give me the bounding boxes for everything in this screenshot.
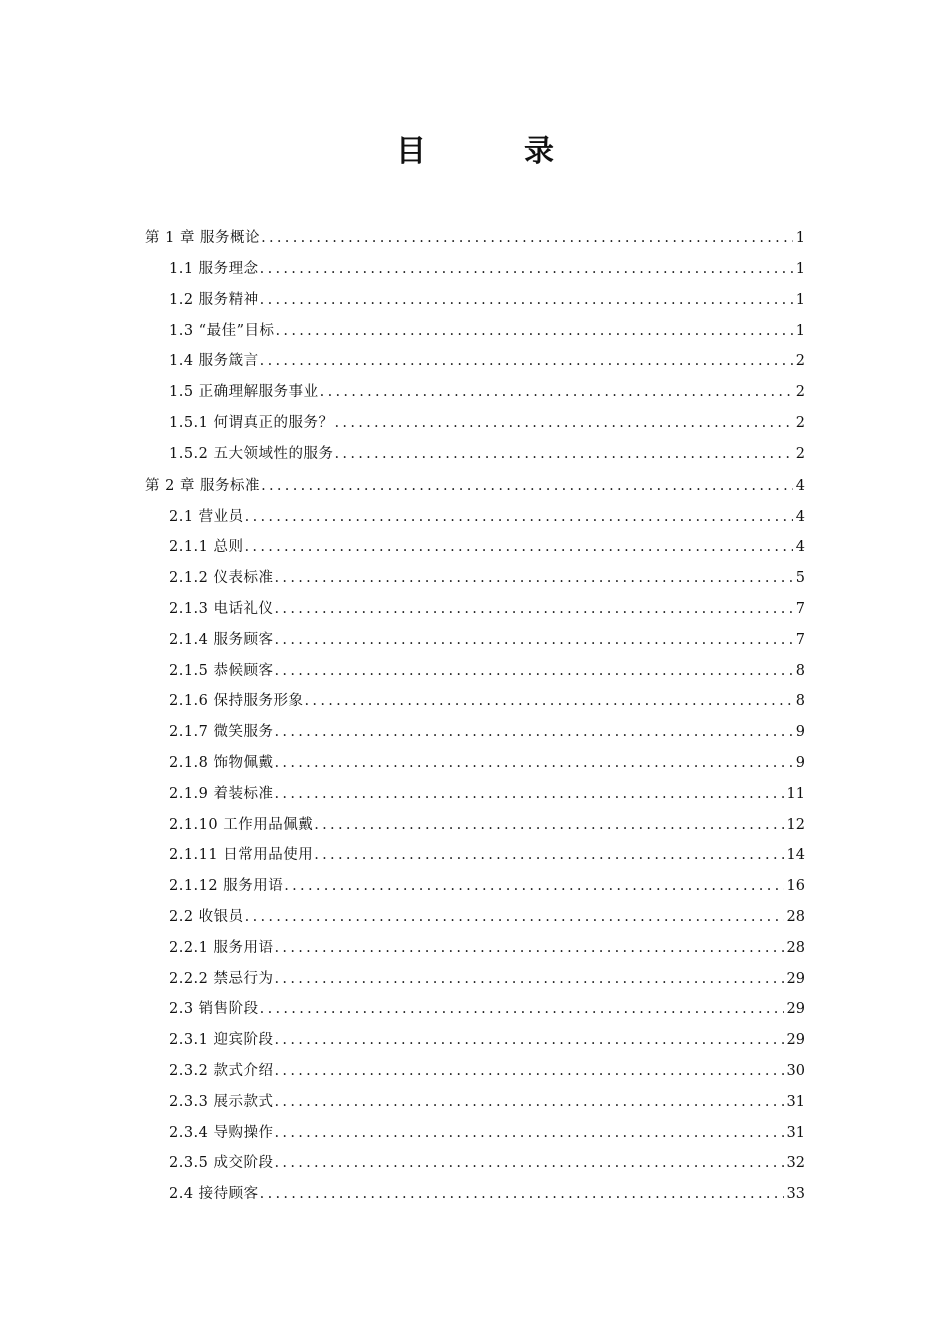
toc-section-entry[interactable] xyxy=(0,1025,950,1056)
toc-section-entry[interactable] xyxy=(0,748,950,779)
toc-entry-label: 2.1.1 总则 xyxy=(169,539,244,556)
toc-entry-label: 2.1 营业员 xyxy=(169,508,244,525)
toc-page-number: 2 xyxy=(795,445,805,462)
toc-page-number: 32 xyxy=(786,1155,805,1172)
toc-page-number: 1 xyxy=(795,230,805,246)
toc-dot-leader xyxy=(275,625,793,656)
toc-page-number: 12 xyxy=(786,816,805,833)
toc-section-entry[interactable] xyxy=(0,871,950,902)
toc-dot-leader xyxy=(275,779,784,810)
toc-dot-leader xyxy=(260,1179,784,1210)
toc-entry-label: 2.2.1 服务用语 xyxy=(169,939,274,956)
toc-page-number: 4 xyxy=(795,477,805,494)
toc-entry-label: 第 2 章 服务标准 xyxy=(145,477,261,494)
toc-page-number: 33 xyxy=(786,1186,805,1203)
toc-page-number: 30 xyxy=(786,1062,805,1079)
toc-page-number: 2 xyxy=(795,353,805,370)
toc-section-entry[interactable] xyxy=(0,1118,950,1149)
toc-section-entry[interactable] xyxy=(0,377,950,408)
toc-section-entry[interactable] xyxy=(0,439,950,470)
toc-dot-leader xyxy=(275,1025,784,1056)
toc-dot-leader xyxy=(275,1056,784,1087)
toc-entry-label: 2.1.12 服务用语 xyxy=(169,878,284,895)
toc-page-number: 8 xyxy=(795,662,805,679)
toc-entry-label: 1.3 “最佳”目标 xyxy=(169,322,275,339)
toc-dot-leader xyxy=(335,439,793,470)
toc-section-entry[interactable] xyxy=(0,563,950,594)
toc-entry-label: 1.5.1 何谓真正的服务？ xyxy=(169,414,334,431)
toc-entry-label: 2.3 销售阶段 xyxy=(169,1001,259,1018)
toc-page-number: 29 xyxy=(786,1001,805,1018)
toc-entry-label: 1.2 服务精神 xyxy=(169,291,259,308)
toc-page-number: 1 xyxy=(795,291,805,308)
toc-entry-label: 2.3.2 款式介绍 xyxy=(169,1062,274,1079)
toc-dot-leader xyxy=(275,656,793,687)
toc-section-entry[interactable] xyxy=(0,933,950,964)
toc-dot-leader xyxy=(245,902,784,933)
toc-section-entry[interactable] xyxy=(0,594,950,625)
toc-dot-leader xyxy=(260,994,784,1025)
toc-dot-leader xyxy=(275,1148,784,1179)
toc-dot-leader xyxy=(320,377,793,408)
toc-entry-label: 2.1.9 着装标准 xyxy=(169,785,274,802)
toc-section-entry[interactable] xyxy=(0,964,950,995)
toc-section-entry[interactable] xyxy=(0,810,950,841)
toc-page-number: 1 xyxy=(795,322,805,339)
toc-page-number: 11 xyxy=(786,785,805,802)
toc-entry-label: 2.1.4 服务顾客 xyxy=(169,631,274,648)
toc-dot-leader xyxy=(275,594,793,625)
toc-page-number: 7 xyxy=(795,600,805,617)
toc-entry-label: 1.1 服务理念 xyxy=(169,261,259,277)
toc-entry-label: 2.1.2 仪表标准 xyxy=(169,570,274,587)
toc-chapter-entry[interactable] xyxy=(0,222,950,254)
toc-section-entry[interactable] xyxy=(0,902,950,933)
toc-entry-label: 2.1.11 日常用品使用 xyxy=(169,847,314,864)
toc-page-number: 28 xyxy=(786,939,805,956)
toc-dot-leader xyxy=(335,408,793,439)
toc-dot-leader xyxy=(284,871,783,902)
toc-section-entry[interactable] xyxy=(0,532,950,563)
toc-dot-leader xyxy=(275,1087,784,1118)
toc-page-number: 14 xyxy=(786,847,805,864)
toc-dot-leader xyxy=(275,748,793,779)
toc-dot-leader xyxy=(275,563,793,594)
toc-section-entry[interactable] xyxy=(0,1087,950,1118)
toc-entry-label: 2.1.8 饰物佩戴 xyxy=(169,754,274,771)
toc-section-entry[interactable] xyxy=(0,254,950,285)
toc-dot-leader xyxy=(275,964,784,995)
toc-page-number: 31 xyxy=(786,1124,805,1141)
toc-section-entry[interactable] xyxy=(0,1179,950,1210)
toc-dot-leader xyxy=(260,285,793,316)
toc-section-entry[interactable] xyxy=(0,346,950,377)
toc-dot-leader xyxy=(275,717,793,748)
toc-entry-label: 2.1.5 恭候顾客 xyxy=(169,662,274,679)
toc-page-number: 31 xyxy=(786,1093,805,1110)
toc-dot-leader xyxy=(245,532,793,563)
toc-section-entry[interactable] xyxy=(0,316,950,347)
toc-section-entry[interactable] xyxy=(0,994,950,1025)
toc-dot-leader xyxy=(314,810,783,841)
toc-entry-label: 2.1.7 微笑服务 xyxy=(169,724,274,741)
toc-section-entry[interactable] xyxy=(0,779,950,810)
toc-entry-label: 2.2.2 禁忌行为 xyxy=(169,970,274,987)
toc-dot-leader xyxy=(260,254,793,285)
toc-page-number: 2 xyxy=(795,384,805,401)
toc-page-number: 8 xyxy=(795,693,805,710)
toc-entry-label: 2.1.10 工作用品佩戴 xyxy=(169,816,314,833)
toc-page-number: 9 xyxy=(795,724,805,741)
toc-section-entry[interactable] xyxy=(0,656,950,687)
toc-page-number: 28 xyxy=(786,908,805,925)
toc-section-entry[interactable] xyxy=(0,686,950,717)
toc-page-number: 2 xyxy=(795,414,805,431)
toc-page-number: 5 xyxy=(795,570,805,587)
toc-dot-leader xyxy=(314,840,783,871)
toc-page-number: 29 xyxy=(786,1032,805,1049)
toc-section-entry[interactable] xyxy=(0,1056,950,1087)
toc-entry-label: 1.4 服务箴言 xyxy=(169,353,259,370)
toc-entry-label: 2.3.1 迎宾阶段 xyxy=(169,1032,274,1049)
toc-dot-leader xyxy=(305,686,793,717)
toc-section-entry[interactable] xyxy=(0,285,950,316)
toc-section-entry[interactable] xyxy=(0,502,950,533)
toc-dot-leader xyxy=(275,1118,784,1149)
toc-dot-leader xyxy=(276,316,793,347)
toc-dot-leader xyxy=(261,222,793,254)
toc-entry-label: 2.3.4 导购操作 xyxy=(169,1124,274,1141)
toc-page-number: 16 xyxy=(786,878,805,895)
toc-entry-label: 2.3.5 成交阶段 xyxy=(169,1155,274,1172)
toc-entry-label: 2.3.3 展示款式 xyxy=(169,1093,274,1110)
toc-page-number: 1 xyxy=(795,261,805,277)
page-title: 目 录 xyxy=(396,134,588,169)
toc-page-number: 4 xyxy=(795,508,805,525)
table-of-contents xyxy=(0,222,950,1210)
toc-section-entry[interactable] xyxy=(0,1148,950,1179)
toc-section-entry[interactable] xyxy=(0,625,950,656)
toc-entry-label: 1.5 正确理解服务事业 xyxy=(169,384,319,401)
toc-section-entry[interactable] xyxy=(0,717,950,748)
toc-section-entry[interactable] xyxy=(0,408,950,439)
toc-dot-leader xyxy=(261,470,793,502)
toc-page-number: 4 xyxy=(795,539,805,556)
toc-entry-label: 2.2 收银员 xyxy=(169,908,244,925)
toc-dot-leader xyxy=(275,933,784,964)
toc-entry-label: 1.5.2 五大领域性的服务 xyxy=(169,445,334,462)
toc-entry-label: 第 1 章 服务概论 xyxy=(145,230,261,246)
toc-page-number: 7 xyxy=(795,631,805,648)
toc-dot-leader xyxy=(260,346,793,377)
toc-page-number: 9 xyxy=(795,754,805,771)
toc-entry-label: 2.1.3 电话礼仪 xyxy=(169,600,274,617)
toc-dot-leader xyxy=(245,502,793,533)
toc-page-number: 29 xyxy=(786,970,805,987)
toc-entry-label: 2.4 接待顾客 xyxy=(169,1186,259,1203)
toc-entry-label: 2.1.6 保持服务形象 xyxy=(169,693,304,710)
toc-chapter-entry[interactable] xyxy=(0,470,950,502)
toc-section-entry[interactable] xyxy=(0,840,950,871)
